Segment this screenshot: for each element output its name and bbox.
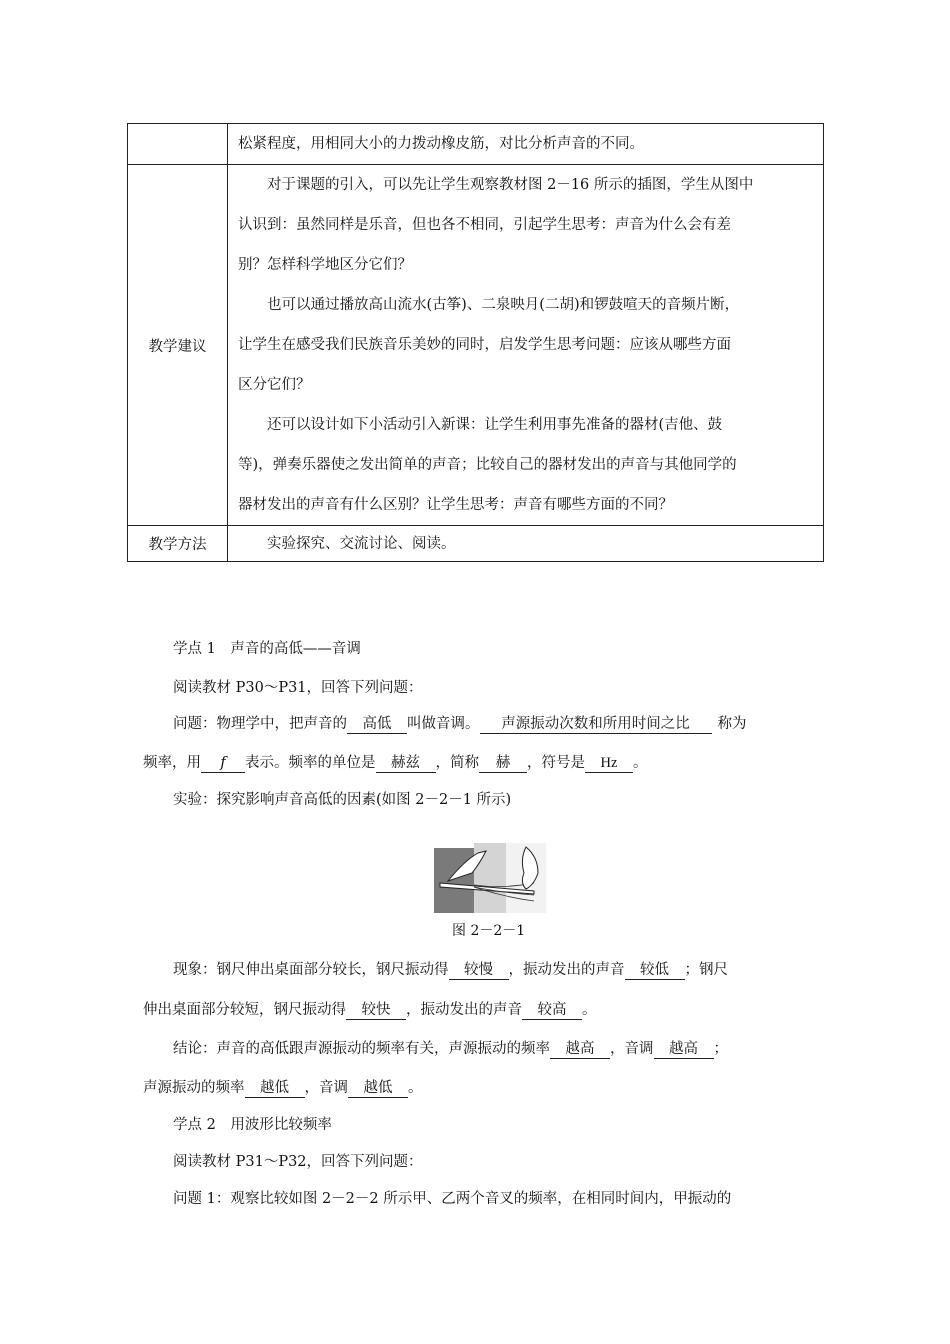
answer-blank <box>346 1002 406 1020</box>
conclusion-line-2 <box>143 1076 423 1098</box>
answer-blank <box>347 716 407 734</box>
suggestion-line: 对于课题的引入，可以先让学生观察教材图 2－16 所示的插图，学生从图中 <box>267 177 754 193</box>
answer-blank <box>245 1080 305 1098</box>
answer: 较快 <box>361 1002 391 1018</box>
method-text: 实验探究、交流讨论、阅读。 <box>267 535 456 552</box>
answer: 越高 <box>669 1041 698 1057</box>
suggestion-line: 也可以通过播放高山流水(古筝)、二泉映月(二胡)和锣鼓喧天的音频片断， <box>267 297 740 313</box>
text: 。 <box>633 755 648 771</box>
answer: 较低 <box>640 962 669 978</box>
text: ，振动发出的声音 <box>406 1002 522 1018</box>
text: 问题：物理学中，把声音的 <box>173 716 347 732</box>
suggestion-line: 别？怎样科学地区分它们？ <box>238 257 412 273</box>
answer: 越低 <box>363 1080 393 1096</box>
section1-heading: 学点 1 声音的高低——音调 <box>173 641 361 657</box>
figure-caption: 图 2－2－1 <box>452 923 526 939</box>
text: ，音调 <box>610 1041 654 1057</box>
answer-blank <box>479 755 527 773</box>
text: 结论：声音的高低跟声源振动的频率有关，声源振动的频率 <box>173 1041 550 1057</box>
text: 。 <box>582 1002 597 1018</box>
conclusion-line-1 <box>173 1037 728 1059</box>
answer-blank <box>585 755 633 773</box>
answer: 赫 <box>495 755 511 771</box>
suggestion-line: 让学生在感受我们民族音乐美妙的同时，启发学生思考问题：应该从哪些方面 <box>238 337 731 353</box>
text: 称为 <box>717 716 747 732</box>
answer: 较慢 <box>464 962 493 978</box>
text: 叫做音调。 <box>407 716 480 732</box>
text: ，简称 <box>435 755 479 771</box>
row-label-teaching-method: 教学方法 <box>128 526 228 562</box>
question-line-1 <box>173 712 747 734</box>
table-edge-icon <box>434 848 474 913</box>
text: ，符号是 <box>527 755 585 771</box>
answer-blank <box>449 962 509 980</box>
answer: Hz <box>600 755 618 771</box>
answer-blank <box>522 1002 582 1020</box>
text: ，音调 <box>304 1080 348 1096</box>
section1-read: 阅读教材 P30～P31，回答下列问题： <box>173 680 423 696</box>
text: 表示。频率的单位是 <box>245 755 376 771</box>
text: 伸出桌面部分较短，钢尺振动得 <box>143 1002 346 1018</box>
text: ，振动发出的声音 <box>508 962 625 978</box>
answer: 声源振动次数和所用时间之比 <box>501 716 690 732</box>
section2-question-1: 问题 1：观察比较如图 2－2－2 所示甲、乙两个音叉的频率，在相同时间内，甲振动的 <box>173 1191 732 1207</box>
phenomenon-line-1 <box>173 958 728 980</box>
text: ；钢尺 <box>684 962 728 978</box>
answer: 高低 <box>362 716 392 732</box>
materials-text: 松紧程度，用相同大小的力拨动橡皮筋，对比分析声音的不同。 <box>238 136 644 152</box>
text: 。 <box>408 1080 423 1096</box>
row-content-teaching-method <box>228 526 824 562</box>
answer-blank <box>348 1080 408 1098</box>
suggestion-line: 等)，弹奏乐器使之发出简单的声音；比较自己的器材发出的声音与其他同学的 <box>238 457 737 473</box>
experiment-line: 实验：探究影响声音高低的因素(如图 2－2－1 所示) <box>173 792 512 808</box>
answer-blank <box>201 755 245 773</box>
answer-blank <box>480 716 712 734</box>
text: 现象：钢尺伸出桌面部分较长，钢尺振动得 <box>173 962 449 978</box>
row-content-materials <box>228 124 824 165</box>
section2-read: 阅读教材 P31～P32，回答下列问题： <box>173 1154 423 1170</box>
lesson-plan-table <box>127 123 824 562</box>
answer-blank <box>654 1041 714 1059</box>
suggestion-line: 认识到：虽然同样是乐音，但也各不相同，引起学生思考：声音为什么会有差 <box>238 217 731 233</box>
section2-heading: 学点 2 用波形比较频率 <box>173 1117 332 1133</box>
phenomenon-line-2 <box>143 998 597 1020</box>
steel-ruler-illustration <box>434 843 546 913</box>
answer: 赫兹 <box>391 755 420 771</box>
question-line-2 <box>143 751 648 773</box>
suggestion-line: 还可以设计如下小活动引入新课：让学生利用事先准备的器材(吉他、鼓 <box>267 417 723 433</box>
answer: 越低 <box>260 1080 289 1096</box>
suggestion-line: 区分它们？ <box>238 377 311 393</box>
answer-blank <box>376 755 436 773</box>
text: ； <box>713 1041 728 1057</box>
suggestion-line: 器材发出的声音有什么区别？让学生思考：声音有哪些方面的不同？ <box>238 497 673 513</box>
row-label-empty <box>128 124 228 165</box>
row-content-teaching-suggestion <box>228 165 824 526</box>
row-label-teaching-suggestion: 教学建议 <box>128 165 228 526</box>
answer: 较高 <box>537 1002 567 1018</box>
text: 频率，用 <box>143 755 201 771</box>
text: 声源振动的频率 <box>143 1080 245 1096</box>
answer: 越高 <box>565 1041 595 1057</box>
answer-blank <box>625 962 685 980</box>
answer: f <box>220 755 226 771</box>
answer-blank <box>550 1041 610 1059</box>
